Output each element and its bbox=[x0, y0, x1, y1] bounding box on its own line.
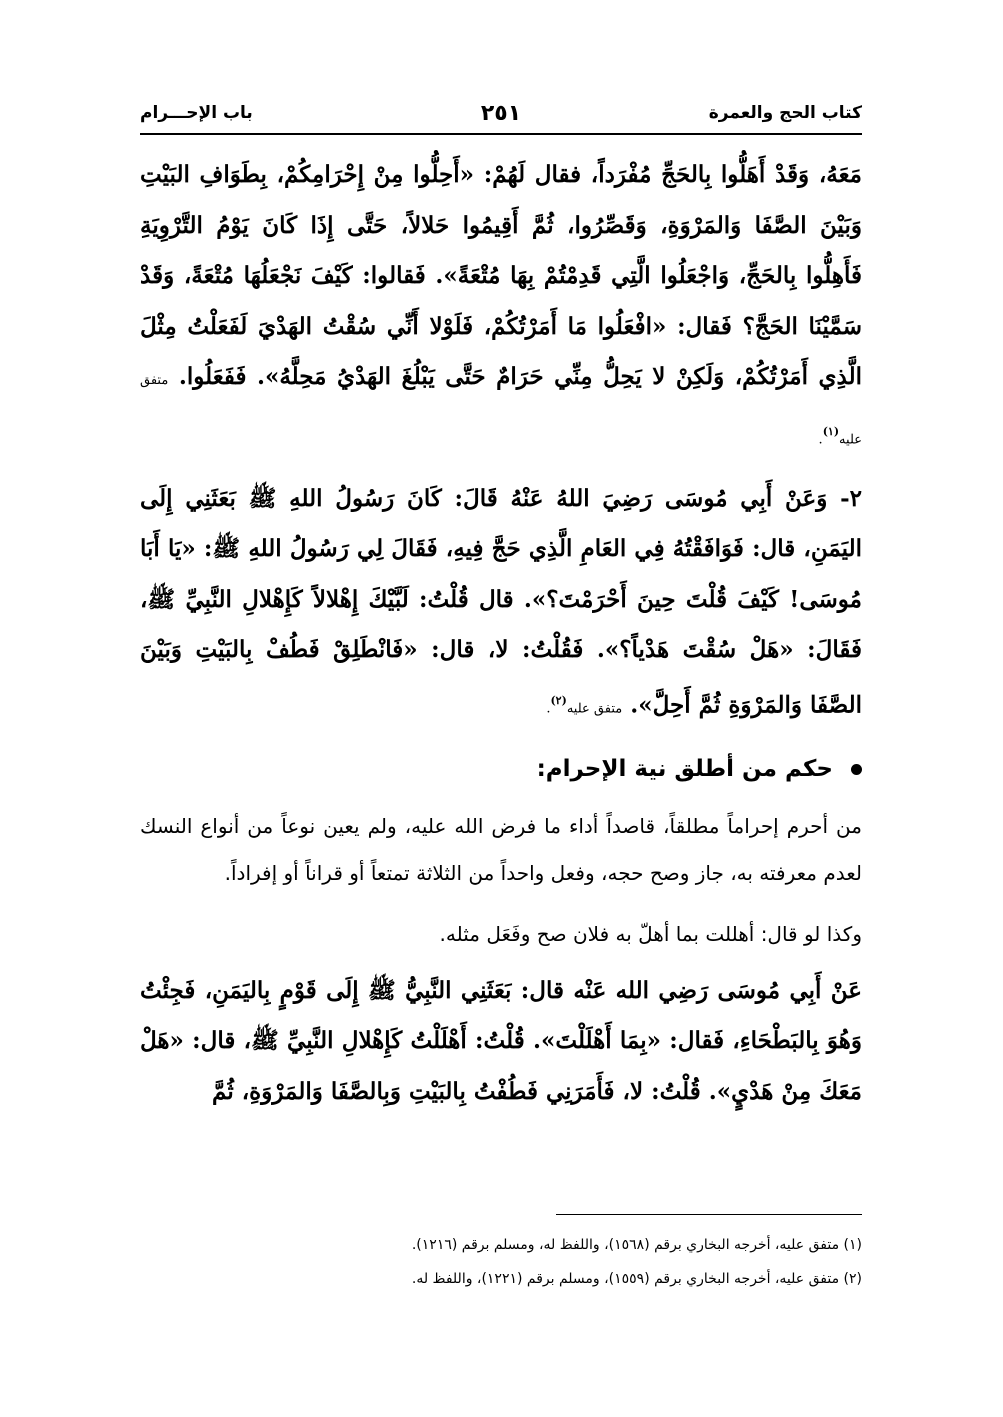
hadith-2-number: ٢- bbox=[840, 484, 862, 512]
hadith-1-continuation: مَعَهُ، وَقَدْ أَهَلُّوا بِالحَجِّ مُفْرَداً، فقال لَهُمْ: «أَحِلُّوا مِنْ إِحْرَامِكُمْ، بِطَوَافِ البَيْتِ وَبَيْنَ الصَّفَا وَالمَرْوَةِ، وَقَصِّرُوا، ثُمَّ أَقِيمُوا حَلالاً، حَتَّى إِذَا كَانَ يَوْمُ التَّرْوِيَةِ فَأَهِلُّوا بِالحَجِّ، وَاجْعَلُوا الَّتِي قَدِمْتُمْ بِهَا مُتْعَةً». فَقالوا: كَيْفَ نَجْعَلُهَا مُتْعَةً، وَقَدْ سَمَّيْنَا الحَجَّ؟ فَقال: «افْعَلُوا مَا أَمَرْتُكُمْ، فَلَوْلا أَنِّي سُقْتُ الهَدْيَ لَفَعَلْتُ مِثْلَ الَّذِي أَمَرْتُكُمْ، وَلَكِنْ لا يَحِلُّ مِنِّي حَرَامٌ حَتَّى يَبْلُغَ الهَدْيُ مَحِلَّهُ». فَفَعَلُوا. متفق عليه$^{(١)}$. bbox=[140, 161, 862, 448]
chapter-title: باب الإحـــرام bbox=[140, 103, 253, 123]
header-divider bbox=[140, 133, 862, 135]
ruling-paragraph-1: من أحرم إحراماً مطلقاً، قاصداً أداء ما فرض الله عليه، ولم يعين نوعاً من أنواع النسك لعدم معرفته به، جاز وصح حجه، وفعل واحداً من الثلاثة تمتعاً أو قراناً أو إفراداً. bbox=[140, 813, 862, 885]
hadith-2-text: وَعَنْ أَبِي مُوسَى رَضِيَ اللهُ عَنْهُ قَالَ: كَانَ رَسُولُ اللهِ ﷺ بَعَثَنِي إِلَى اليَمَنِ، قال: فَوَافَقْتُهُ فِي العَامِ الَّذِي حَجَّ فِيهِ، فَقَالَ لِي رَسُولُ اللهِ ﷺ: «يَا أَبَا مُوسَى! كَيْفَ قُلْتَ حِينَ أَحْرَمْتَ؟». قال قُلْتُ: لَبَّيْكَ إِهْلالاً كَإِهْلالِ النَّبِيِّ ﷺ، فَقَالَ: «هَلْ سُقْتَ هَدْياً؟». فَقُلْتُ: لا، قال: «فَانْطَلِقْ فَطُفْ بِالبَيْتِ وَبَيْنَ الصَّفَا وَالمَرْوَةِ ثُمَّ أَحِلَّ». bbox=[140, 484, 862, 719]
footnote-1: (١) متفق عليه، أخرجه البخاري برقم (١٥٦٨)، واللفظ له، ومسلم برقم (١٢١٦). bbox=[411, 1237, 862, 1253]
page-number: ٢٥١ bbox=[480, 100, 522, 126]
section-heading bbox=[140, 743, 862, 795]
hadith-2-citation: متفق عليه bbox=[566, 701, 623, 717]
section-heading-text: حكم من أطلق نية الإحرام: bbox=[536, 755, 833, 782]
footnote-2: (٢) متفق عليه، أخرجه البخاري برقم (١٥٥٩)، ومسلم برقم (١٢٢١)، واللفظ له. bbox=[411, 1271, 862, 1287]
hadith-1-citation: متفق عليه bbox=[140, 373, 862, 448]
main-text bbox=[140, 150, 862, 1117]
hadith-1-text: مَعَهُ، وَقَدْ أَهَلُّوا بِالحَجِّ مُفْرَداً، فقال لَهُمْ: «أَحِلُّوا مِنْ إِحْرَامِكُمْ، بِطَوَافِ البَيْتِ وَبَيْنَ الصَّفَا وَالمَرْوَةِ، وَقَصِّرُوا، ثُمَّ أَقِيمُوا حَلالاً، حَتَّى إِذَا كَانَ يَوْمُ التَّرْوِيَةِ فَأَهِلُّوا بِالحَجِّ، وَاجْعَلُوا الَّتِي قَدِمْتُمْ بِهَا مُتْعَةً». فَقالوا: كَيْفَ نَجْعَلُهَا مُتْعَةً، وَقَدْ سَمَّيْنَا الحَجَّ؟ فَقال: «افْعَلُوا مَا أَمَرْتُكُمْ، فَلَوْلا أَنِّي سُقْتُ الهَدْيَ لَفَعَلْتُ مِثْلَ الَّذِي أَمَرْتُكُمْ، وَلَكِنْ لا يَحِلُّ مِنِّي حَرَامٌ حَتَّى يَبْلُغَ الهَدْيُ مَحِلَّهُ». فَفَعَلُوا. bbox=[140, 161, 862, 390]
hadith-3: عَنْ أَبِي مُوسَى رَضِي الله عَنْه قال: بَعَثَنِي النَّبِيُّ ﷺ إِلَى قَوْمٍ بِاليَمَنِ، فَجِئْتُ وَهُوَ بِالبَطْحَاءِ، فَقال: «بِمَا أَهْلَلْتَ». قُلْتُ: أَهْلَلْتُ كَإِهْلالِ النَّبِيِّ ﷺ، قال: «هَلْ مَعَكَ مِنْ هَدْيٍ». قُلْتُ: لا، فَأَمَرَنِي فَطُفْتُ بِالبَيْتِ وَبِالصَّفَا وَالمَرْوَةِ، ثُمَّ bbox=[140, 976, 862, 1105]
running-header bbox=[140, 96, 862, 130]
footnote-divider bbox=[556, 1214, 862, 1215]
hadith-2: ٢- وَعَنْ أَبِي مُوسَى رَضِيَ اللهُ عَنْهُ قَالَ: كَانَ رَسُولُ اللهِ ﷺ بَعَثَنِي إِلَى اليَمَنِ، قال: فَوَافَقْتُهُ فِي العَامِ الَّذِي حَجَّ فِيهِ، فَقَالَ لِي رَسُولُ اللهِ ﷺ: «يَا أَبَا مُوسَى! كَيْفَ قُلْتَ حِينَ أَحْرَمْتَ؟». قال قُلْتُ: لَبَّيْكَ إِهْلالاً كَإِهْلالِ النَّبِيِّ ﷺ، فَقَالَ: «هَلْ سُقْتَ هَدْياً؟». فَقُلْتُ: لا، قال: «فَانْطَلِقْ فَطُفْ بِالبَيْتِ وَبَيْنَ الصَّفَا وَالمَرْوَةِ ثُمَّ أَحِلَّ». متفق عليه$^{(٢)}$. bbox=[140, 484, 862, 719]
ruling-paragraph-2: وكذا لو قال: أهللت بما أهلّ به فلان صح وفَعَل مثله. bbox=[439, 921, 862, 946]
footnotes bbox=[140, 1228, 862, 1296]
book-title: كتاب الحج والعمرة bbox=[708, 103, 862, 123]
bullet-icon bbox=[851, 764, 862, 775]
footnote-ref-1[interactable]: (١) bbox=[822, 424, 840, 438]
footnote-ref-2[interactable]: (٢) bbox=[550, 693, 567, 707]
